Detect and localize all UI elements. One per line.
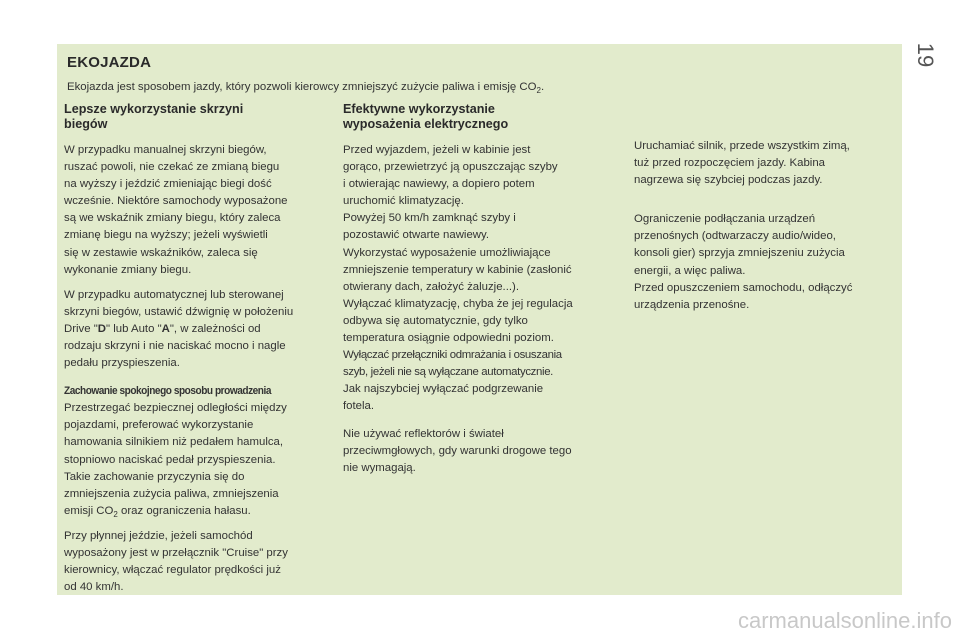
paragraph-portable-devices: Ograniczenie podłączania urządzeń przenośnych (odtwarzaczy audio/wideo, konsoli gier) sprzyja zmniejszeniu zużycia energii, a więc paliwa. Przed opuszczeniem samochodu, odłączyć urządzenia przenośne.	[634, 213, 853, 311]
paragraph-headlights: Nie używać reflektorów i świateł przeciwmgłowych, gdy warunki drogowe tego nie wymagają.	[343, 427, 572, 474]
heading-electrical: Efektywne wykorzystanie wyposażenia elektrycznego	[343, 102, 509, 131]
heading-gearbox: Lepsze wykorzystanie skrzyni biegów	[64, 102, 244, 131]
page-number: 19	[913, 42, 938, 68]
watermark-footer: carmanualsonline.info	[737, 608, 952, 633]
paragraph-automatic-gearbox: W przypadku automatycznej lub sterowanej skrzyni biegów, ustawić dźwignię w położeniu Drive "D" lub Auto "A", w zależności od rodzaju skrzyni i nie naciskać mocno i nagle pedału przyspieszenia.	[64, 288, 294, 370]
column-engine-devices	[634, 138, 894, 314]
paragraph-engine-start: Uruchamiać silnik, przede wszystkim zimą, tuż przed rozpoczęciem jazdy. Kabina nagrzewa się szybciej podczas jazdy.	[634, 140, 850, 187]
paragraph-safe-distance: Przestrzegać bezpiecznej odległości między pojazdami, preferować wykorzystanie hamowania silnikiem niż pedałem hamulca, stopniowo naciskać pedał przyspieszenia. Takie zachowanie przyczynia się do zmniejszenia zużycia paliwa, zmniejszenia emisji $CO_2$ oraz ograniczenia hałasu.	[64, 402, 287, 519]
paragraph-cruise-control: Przy płynnej jeździe, jeżeli samochód wyposażony jest w przełącznik "Cruise" przy kierownicy, włączać regulator prędkości już od 40 km/h.	[64, 529, 288, 594]
paragraph-air-conditioning: Przed wyjazdem, jeżeli w kabinie jest gorąco, przewietrzyć ją opuszczając szyby i otwierając nawiewy, a dopiero potem uruchomić klimatyzację. Powyżej 50 km/h zamknąć szyby i pozostawić otwarte nawiewy. Wykorzystać wyposażenie umożliwiające zmniejszenie temperatury w kabinie (zasłonić otwierany dach, założyć żaluzje...). Wyłączać klimatyzację, chyba że jej regulacja odbywa się automatycznie, gdy tylko temperatura osiągnie odpowiedni poziom. Wyłączać przełączniki odmrażania i osuszania szyb, jeżeli nie są wyłączane automatycznie. Jak najszybciej wyłączać podgrzewanie fotela.	[343, 144, 573, 413]
column-gearbox	[64, 102, 324, 596]
paragraph-manual-gearbox: W przypadku manualnej skrzyni biegów, ruszać powoli, nie czekać ze zmianą biegu na wyższy i jeździć zmieniając biegi dość wcześnie. Niektóre samochody wyposażone są we wskaźnik zmiany biegu, który zaleca zmianę biegu na wyższy; jeżeli wyświetli się w zestawie wskaźników, zaleca się wykonanie zmiany biegu.	[64, 144, 288, 276]
subheading-calm-driving: Zachowanie spokojnego sposobu prowadzenia	[64, 385, 272, 398]
section-title: EKOJAZDA	[67, 54, 152, 71]
column-electrical	[343, 102, 618, 477]
intro-text: Ekojazda jest sposobem jazdy, który pozwoli kierowcy zmniejszyć zużycie paliwa i emisję $CO_2$.	[67, 81, 545, 95]
